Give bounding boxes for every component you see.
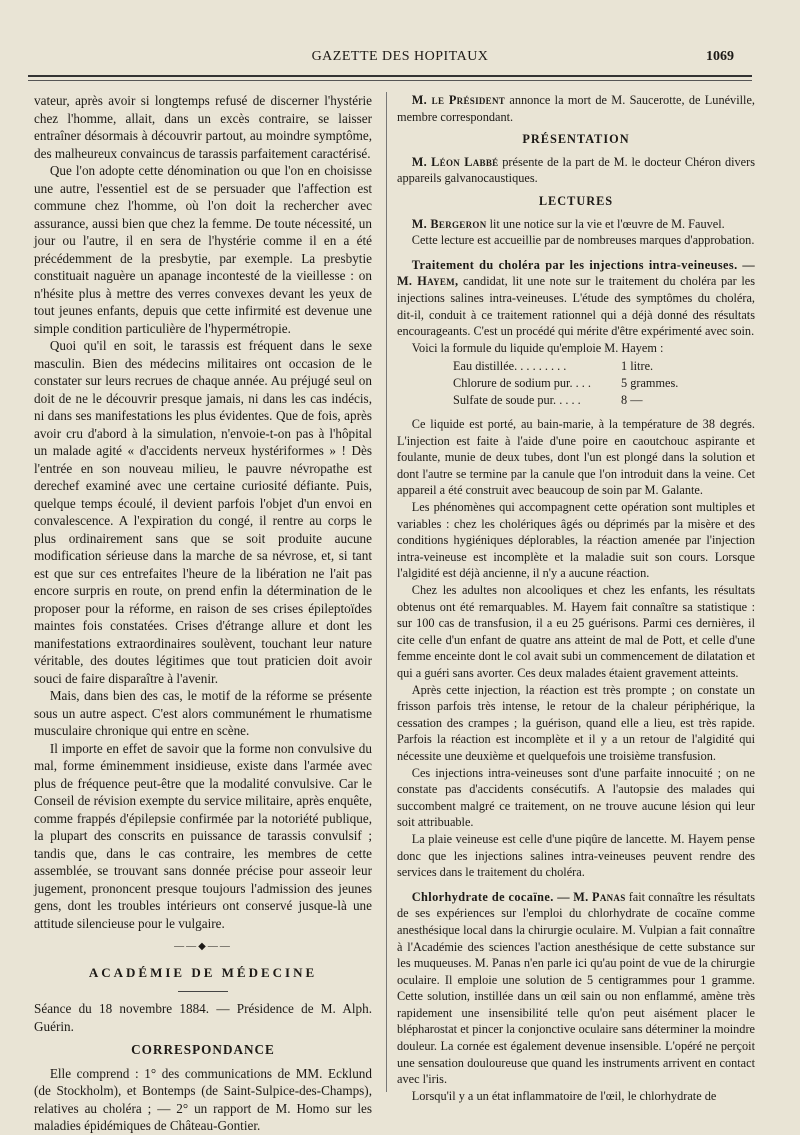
- formula-row: [453, 392, 703, 409]
- formula-row: [453, 358, 703, 375]
- cholera-paragraph: [397, 257, 755, 340]
- paragraph: Lorsqu'il y a un état inflammatoire de l'œil, le chlorhydrate de: [411, 1088, 717, 1103]
- paragraph: Cette lecture est accueillie par de nombreuses marques d'approbation.: [411, 233, 755, 248]
- cocaine-paragraph: [397, 889, 755, 1088]
- article-heading: Traitement du choléra par les injections intra-veineuses.: [411, 257, 738, 272]
- quantity: 8 —: [621, 392, 643, 407]
- quantity: 1 litre.: [621, 359, 654, 374]
- formula-table: [453, 358, 755, 408]
- seance-line: Séance du 18 novembre 1884. — Présidence de M. Alph. Guérin.: [34, 1001, 372, 1034]
- presentation-paragraph: [397, 154, 755, 187]
- short-divider: [178, 991, 228, 992]
- speaker-name: — M. Hayem,: [397, 257, 755, 289]
- ingredient: Eau distillée. . . . . . . . .: [453, 359, 567, 374]
- section-title-correspondance: CORRESPONDANCE: [131, 1042, 275, 1057]
- section-title-lectures: LECTURES: [538, 193, 614, 208]
- section-ornament: ——◆——: [174, 941, 232, 952]
- page-number: 1069: [706, 49, 734, 64]
- section-title-presentation: PRÉSENTATION: [522, 132, 630, 147]
- paragraph: Mais, dans bien des cas, le motif de la réforme se présente sous un autre aspect. C'est alors communément le rhumatisme musculaire chronique qui entre en scène.: [34, 688, 372, 738]
- paragraph-text: fait connaître les résultats de ses expériences sur l'emploi du chlorhydrate de cocaïne comme anesthésique local dans la chirurgie oculaire. M. Vulpian a fait connaître à l'Académie des sciences l'action anesthésique de cette substance sur les muqueuses. M. Panas n'en parle ici qu'au point de vue de la chirurgie oculaire. Il emploie une solution de 5 centigrammes pour 1 gramme. Cette solution, instillée dans un œil sain ou non enflammé, amène très rapidement une insensibilité telle qu'on peut aisément placer le blépharostat et pincer la conjonctive oculaire sans déterminer la moindre douleur. La cornée est également devenue insensible. L'opéré ne perçoit une sensation douloureuse que quand les instruments arrivent en contact avec l'iris.: [397, 889, 755, 1087]
- formula-row: [453, 375, 703, 392]
- formula-intro: Voici la formule du liquide qu'emploie M. Hayem :: [411, 340, 664, 355]
- ingredient: Chlorure de sodium pur. . . .: [453, 375, 591, 390]
- header-rule: [28, 75, 752, 77]
- paragraph: Chez les adultes non alcooliques et chez les enfants, les résultats obtenus ont été remarquables. M. Hayem fait connaître sa statistique : sur 100 cas de transfusion, il a eu 25 guérisons. Parmi ces dernières, il cite celle d'un enfant de quatre ans atteint de mal de Pott, et celle d'une femme enceinte dont le col avait subi un commencement de dilatation et qui a guéri sans avorter. Ces deux malades étaient gravement atteints.: [397, 583, 755, 680]
- paragraph-text: présente de la part de M. le docteur Chéron divers appareils galvanocaustiques.: [397, 154, 756, 186]
- paragraph: Ce liquide est porté, au bain-marie, à la température de 38 degrés. L'injection est faite à l'aide d'une poire en caoutchouc aspirante et foulante, munie de deux tubes, dont l'un est plongé dans la solution et dont l'autre se termine par la canule que l'on introduit dans la veine. Cet appareil a été construit avec beaucoup de soin par M. Galante.: [397, 417, 755, 498]
- speaker-name: M. le Président: [411, 93, 506, 107]
- spacer: [397, 881, 755, 889]
- paragraph: Elle comprend : 1° des communications de MM. Ecklund (de Stockholm), et Bontemps (de Saint-Sulpice-des-Champs), relatives au choléra ; — 2° un rapport de M. Homo sur les maladies épidémiques de Château-Gontier.: [34, 1065, 372, 1133]
- article-heading: Chlorhydrate de cocaïne.: [411, 889, 554, 904]
- speaker-name: M. Bergeron: [411, 216, 487, 231]
- header-rule-thin: [28, 80, 752, 81]
- column-divider: [386, 92, 387, 1092]
- president-paragraph: [397, 92, 755, 125]
- lectures-paragraph: [397, 216, 755, 233]
- spacer: [397, 249, 755, 257]
- paragraph-text: candidat, lit une note sur le traitement du choléra par les injections salines intra-veineuses. L'étude des symptômes du choléra, dit-il, conduit à ce traitement rationnel qui a déjà donné des résultats encourageants. C'est un procédé qui mérite d'être expérimenté avec soin.: [397, 274, 755, 339]
- section-title-academie: ACADÉMIE DE MÉDECINE: [88, 964, 318, 980]
- quantity: 5 grammes.: [621, 375, 679, 390]
- speaker-name: — M. Panas: [553, 889, 626, 904]
- speaker-name: M. Léon Labbé: [411, 154, 499, 169]
- paragraph: Que l'on adopte cette dénomination ou que l'on en choisisse une autre, l'essentiel est de se persuader que l'affection est commune chez l'homme, où l'on doit la rechercher avec assurance, aussi bien que chez la femme. De toute nécessité, un jour ou l'autre, il en sera de l'hystérie comme il en a été précédemment de la presbytie, par exemple. La presbytie constituait naguère un apanage incontesté de la vieillesse : on n'hésite plus à mettre des verres convexes devant les yeux de tout jeunes enfants, depuis que cette infirmité est devenue une simple condition particulière de l'hypermétropie.: [34, 163, 372, 336]
- ingredient: Sulfate de soude pur. . . . .: [453, 392, 581, 407]
- paragraph: Après cette injection, la réaction est très prompte ; on constate un frisson parfois très intense, le retour de la chaleur périphérique, la cessation des crampes ; la guérison, quand elle a lieu, est très rapide. Parfois la réaction est incomplète et il y a un retour de l'algidité qui nécessite une deuxième et quelquefois une troisième transfusion.: [397, 682, 755, 763]
- left-column: [34, 92, 372, 1135]
- paragraph: Quoi qu'il en soit, le tarassis est fréquent dans le sexe masculin. Bien des médecins militaires ont occasion de le constater sur leurs recrues de chaque année. Au préjugé seul on doit de ne le découvrir presque jamais, ni dans les cas indécis, ni dans ses manifestations les plus évidentes. Que de fois, après avoir cru d'abord à la simulation, n'envoie-t-on pas à l'hôpital un malade agité « d'accidents nerveux hystériformes » ! Dès l'entrée en son nouveau milieu, le pauvre névropathe est derechef examiné avec une certaine curiosité défiante. Puis, quelque temps écoulé, il devient parfois l'objet d'un envoi en convalescence. A l'expiration du congé, il rentre au corps le plus ordinairement sans que se soit produite aucune modification sérieuse dans la marche de sa névrose, et, si tant est que sur ces entrefaites l'heure de la libération ne l'ait pas encore surpris en route, on prend enfin la détermination de le proposer pour la réforme, en raison de ses crises épileptoïdes maintes fois constatées. Crises d'étrange allure et dont les manifestations extraordinaires soulèvent, touchant leur nature véritable, des doutes légitimes que tout praticien doit avoir souci de faire disparaître à l'avenir.: [34, 338, 372, 686]
- paragraph-text: annonce la mort de M. Saucerotte, de Lunéville, membre correspondant.: [397, 93, 755, 124]
- paragraph-text: lit une notice sur la vie et l'œuvre de M. Fauvel.: [486, 216, 725, 231]
- page-header-title: GAZETTE DES HOPITAUX: [311, 49, 489, 64]
- paragraph: Il importe en effet de savoir que la forme non convulsive du mal, forme éminemment insidieuse, existe dans l'armée avec plus de fréquence peut-être que la modalité convulsive. Car le Conseil de révision exempte du service militaire, après enquête, comme frappés d'épilepsie confirmée par la notoriété publique, la plupart des conscrits en puissance de tarassis convulsif ; tandis que, dans le cas contraire, les membres de cette assemblée, se trouvant sans donnée précise pour asseoir leur jugement, prononcent presque toujours l'admission des jeunes gens, dont les troubles intérieurs ont conservé jusque-là une attitude silencieuse pour le vulgaire.: [34, 740, 372, 931]
- paragraph: Les phénomènes qui accompagnent cette opération sont multiples et variables : chez les cholériques âgés ou déprimés par la misère et des conditions hygiéniques déplorables, la réaction amenée par l'injection intra-veineuse est incomplète et la maladie suit son cours. Lorsque l'algidité est déjà ancienne, il n'y a aucune réaction.: [397, 500, 755, 581]
- paragraph: Ces injections intra-veineuses sont d'une parfaite innocuité ; on ne constate pas d'accidents consécutifs. A l'autopsie des malades qui succombent malgré ce traitement, on ne trouve aucune lésion qui leur soit attribuable.: [397, 765, 755, 830]
- paragraph: La plaie veineuse est celle d'une piqûre de lancette. M. Hayem pense donc que les injections salines intra-veineuses peuvent rendre des services dans le traitement du choléra.: [397, 831, 755, 880]
- right-column: [397, 92, 755, 1104]
- paragraph: vateur, après avoir si longtemps refusé de discerner l'hystérie chez l'homme, allait, dans un excès contraire, se laisser entraîner désormais à découvrir partout, au moindre symptôme, des malheureux convaincus de tarassis parfaitement caractérisé.: [34, 93, 372, 161]
